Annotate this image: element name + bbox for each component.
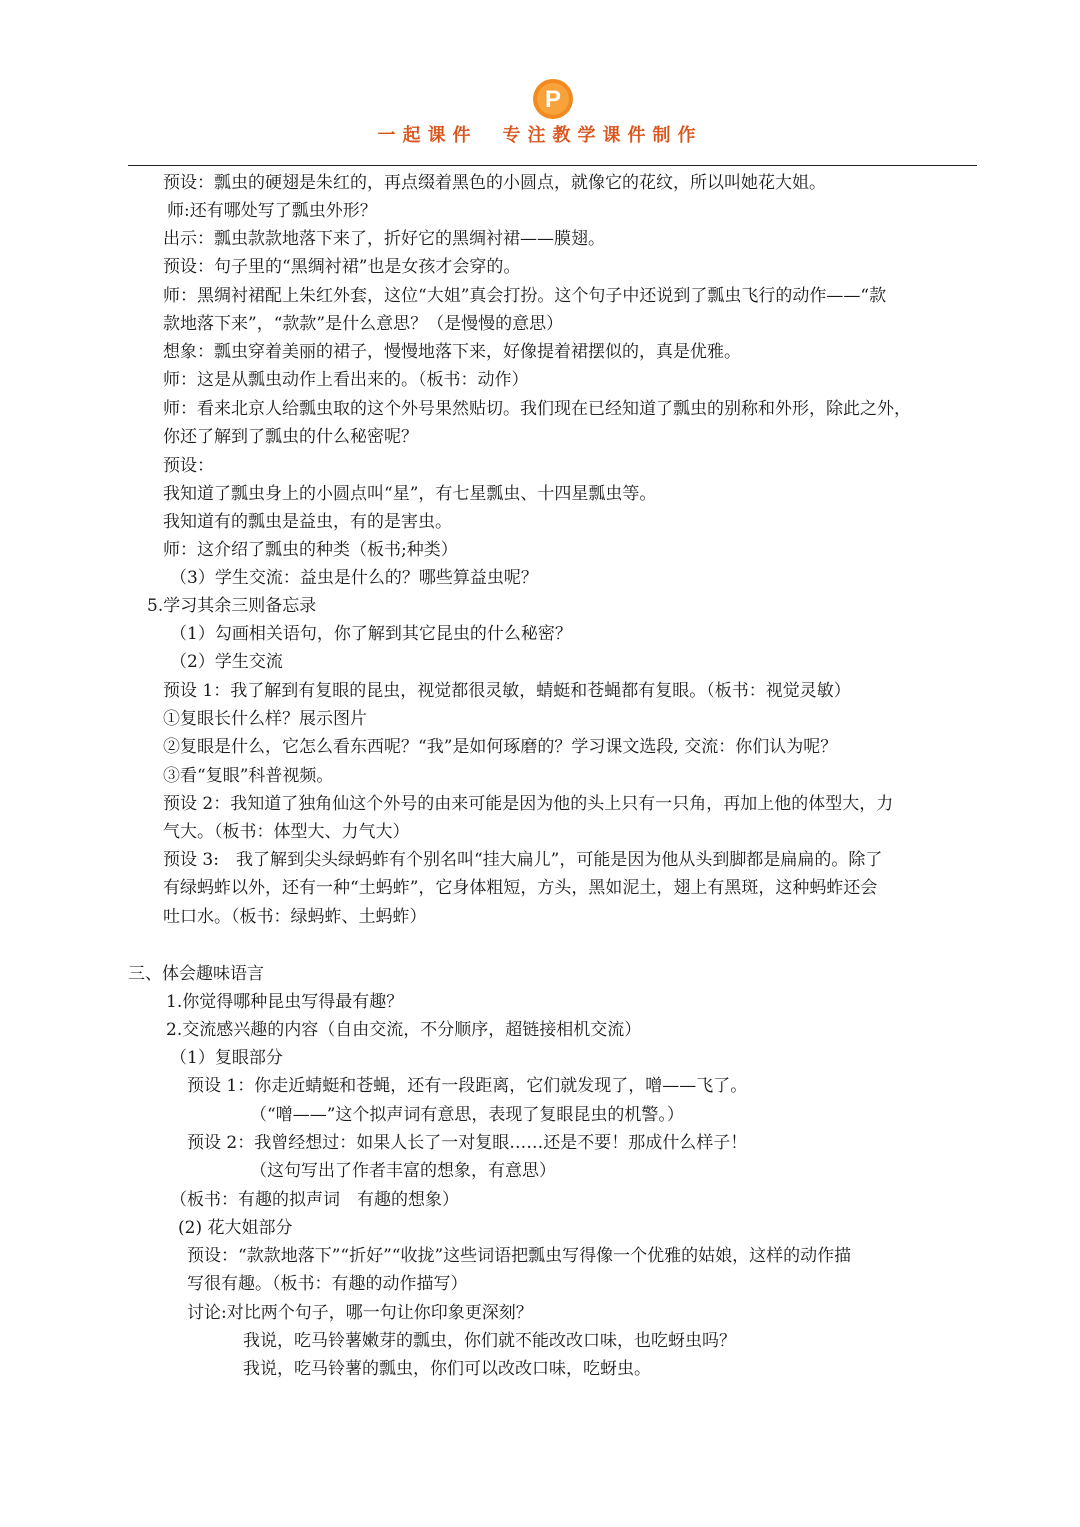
text-line: 预设 1：你走近蜻蜓和苍蝇，还有一段距离，它们就发现了，噌——飞了。: [187, 1076, 748, 1096]
logo-icon: [532, 78, 574, 120]
text-line: (2) 花大姐部分: [178, 1218, 293, 1238]
text-line: （1）勾画相关语句，你了解到其它昆虫的什么秘密？: [170, 624, 572, 644]
text-line: ①复眼长什么样？展示图片: [163, 709, 367, 729]
text-line: 我知道了瓢虫身上的小圆点叫“星”，有七星瓢虫、十四星瓢虫等。: [163, 484, 657, 504]
header-divider: [128, 165, 977, 166]
text-line: 师:还有哪处写了瓢虫外形？: [167, 201, 377, 221]
text-line: 气大。（板书：体型大、力气大）: [163, 822, 410, 842]
text-line: （2）学生交流: [170, 652, 283, 672]
text-line: （这句写出了作者丰富的想象，有意思）: [250, 1161, 556, 1181]
text-line: 师：黑绸衬裙配上朱红外套，这位“大姐”真会打扮。这个句子中还说到了瓢虫飞行的动作——“款: [163, 286, 887, 306]
brand-tagline: 一起课件 专注教学课件制作: [377, 125, 703, 146]
text-line: 想象：瓢虫穿着美丽的裙子，慢慢地落下来，好像提着裙摆似的，真是优雅。: [163, 342, 741, 362]
text-line: 我说，吃马铃薯嫩芽的瓢虫，你们就不能改改口味，也吃蚜虫吗？: [243, 1331, 736, 1351]
text-line: 预设 2：我知道了独角仙这个外号的由来可能是因为他的头上只有一只角，再加上他的体型大，力: [163, 794, 894, 814]
text-line: 预设 1：我了解到有复眼的昆虫，视觉都很灵敏，蜻蜓和苍蝇都有复眼。（板书：视觉灵敏）: [163, 681, 851, 701]
text-line: 出示：瓢虫款款地落下来了，折好它的黑绸衬裙——膜翅。: [163, 229, 605, 249]
text-line: 师：看来北京人给瓢虫取的这个外号果然贴切。我们现在已经知道了瓢虫的别称和外形，除此之外，: [163, 399, 911, 419]
text-line: ③看“复眼”科普视频。: [163, 766, 334, 786]
page-header: [0, 0, 1080, 168]
text-line: （板书：有趣的拟声词 有趣的想象）: [170, 1190, 459, 1210]
text-line: 2.交流感兴趣的内容（自由交流，不分顺序，超链接相机交流）: [166, 1020, 642, 1040]
section-heading: 三、体会趣味语言: [128, 964, 264, 984]
text-line: （1）复眼部分: [170, 1048, 283, 1068]
text-line: 预设 3: 我了解到尖头绿蚂蚱有个别名叫“挂大扁儿”，可能是因为他从头到脚都是扁扁的。除了: [163, 850, 883, 870]
text-line: 预设 2：我曾经想过：如果人长了一对复眼……还是不要！那成什么样子！: [187, 1133, 748, 1153]
text-line: 预设：句子里的“黑绸衬裙”也是女孩才会穿的。: [163, 257, 521, 277]
section-heading: 5.学习其余三则备忘录: [147, 596, 317, 616]
text-line: 预设：瓢虫的硬翅是朱红的，再点缀着黑色的小圆点，就像它的花纹，所以叫她花大姐。: [163, 173, 826, 193]
text-line: 师：这是从瓢虫动作上看出来的。（板书：动作）: [163, 370, 529, 390]
text-line: 预设：“款款地落下”“折好”“收拢”这些词语把瓢虫写得像一个优雅的姑娘，这样的动作描: [187, 1246, 852, 1266]
text-line: 吐口水。（板书：绿蚂蚱、土蚂蚱）: [163, 907, 427, 927]
text-line: 有绿蚂蚱以外，还有一种“土蚂蚱”，它身体粗短，方头，黑如泥土，翅上有黑斑，这种蚂蚱还会: [163, 878, 878, 898]
text-line: 写很有趣。（板书：有趣的动作描写）: [187, 1274, 468, 1294]
text-line: 师：这介绍了瓢虫的种类（板书;种类）: [163, 540, 458, 560]
text-line: ②复眼是什么，它怎么看东西呢？“我”是如何琢磨的？学习课文选段, 交流：你们认为呢？: [163, 737, 838, 757]
text-line: 讨论:对比两个句子，哪一句让你印象更深刻？: [187, 1303, 533, 1323]
text-line: 1.你觉得哪种昆虫写得最有趣？: [166, 992, 404, 1012]
logo-letter: P: [544, 86, 562, 113]
text-line: 你还了解到了瓢虫的什么秘密呢？: [163, 427, 418, 447]
text-line: （“噌——”这个拟声词有意思，表现了复眼昆虫的机警。）: [250, 1105, 684, 1125]
text-line: 我说，吃马铃薯的瓢虫，你们可以改改口味，吃蚜虫。: [243, 1359, 651, 1379]
text-line: 预设：: [163, 456, 214, 476]
text-line: 我知道有的瓢虫是益虫，有的是害虫。: [163, 512, 452, 532]
text-line: （3）学生交流：益虫是什么的？哪些算益虫呢？: [170, 568, 538, 588]
text-line: 款地落下来”，“款款”是什么意思？（是慢慢的意思）: [163, 314, 564, 334]
